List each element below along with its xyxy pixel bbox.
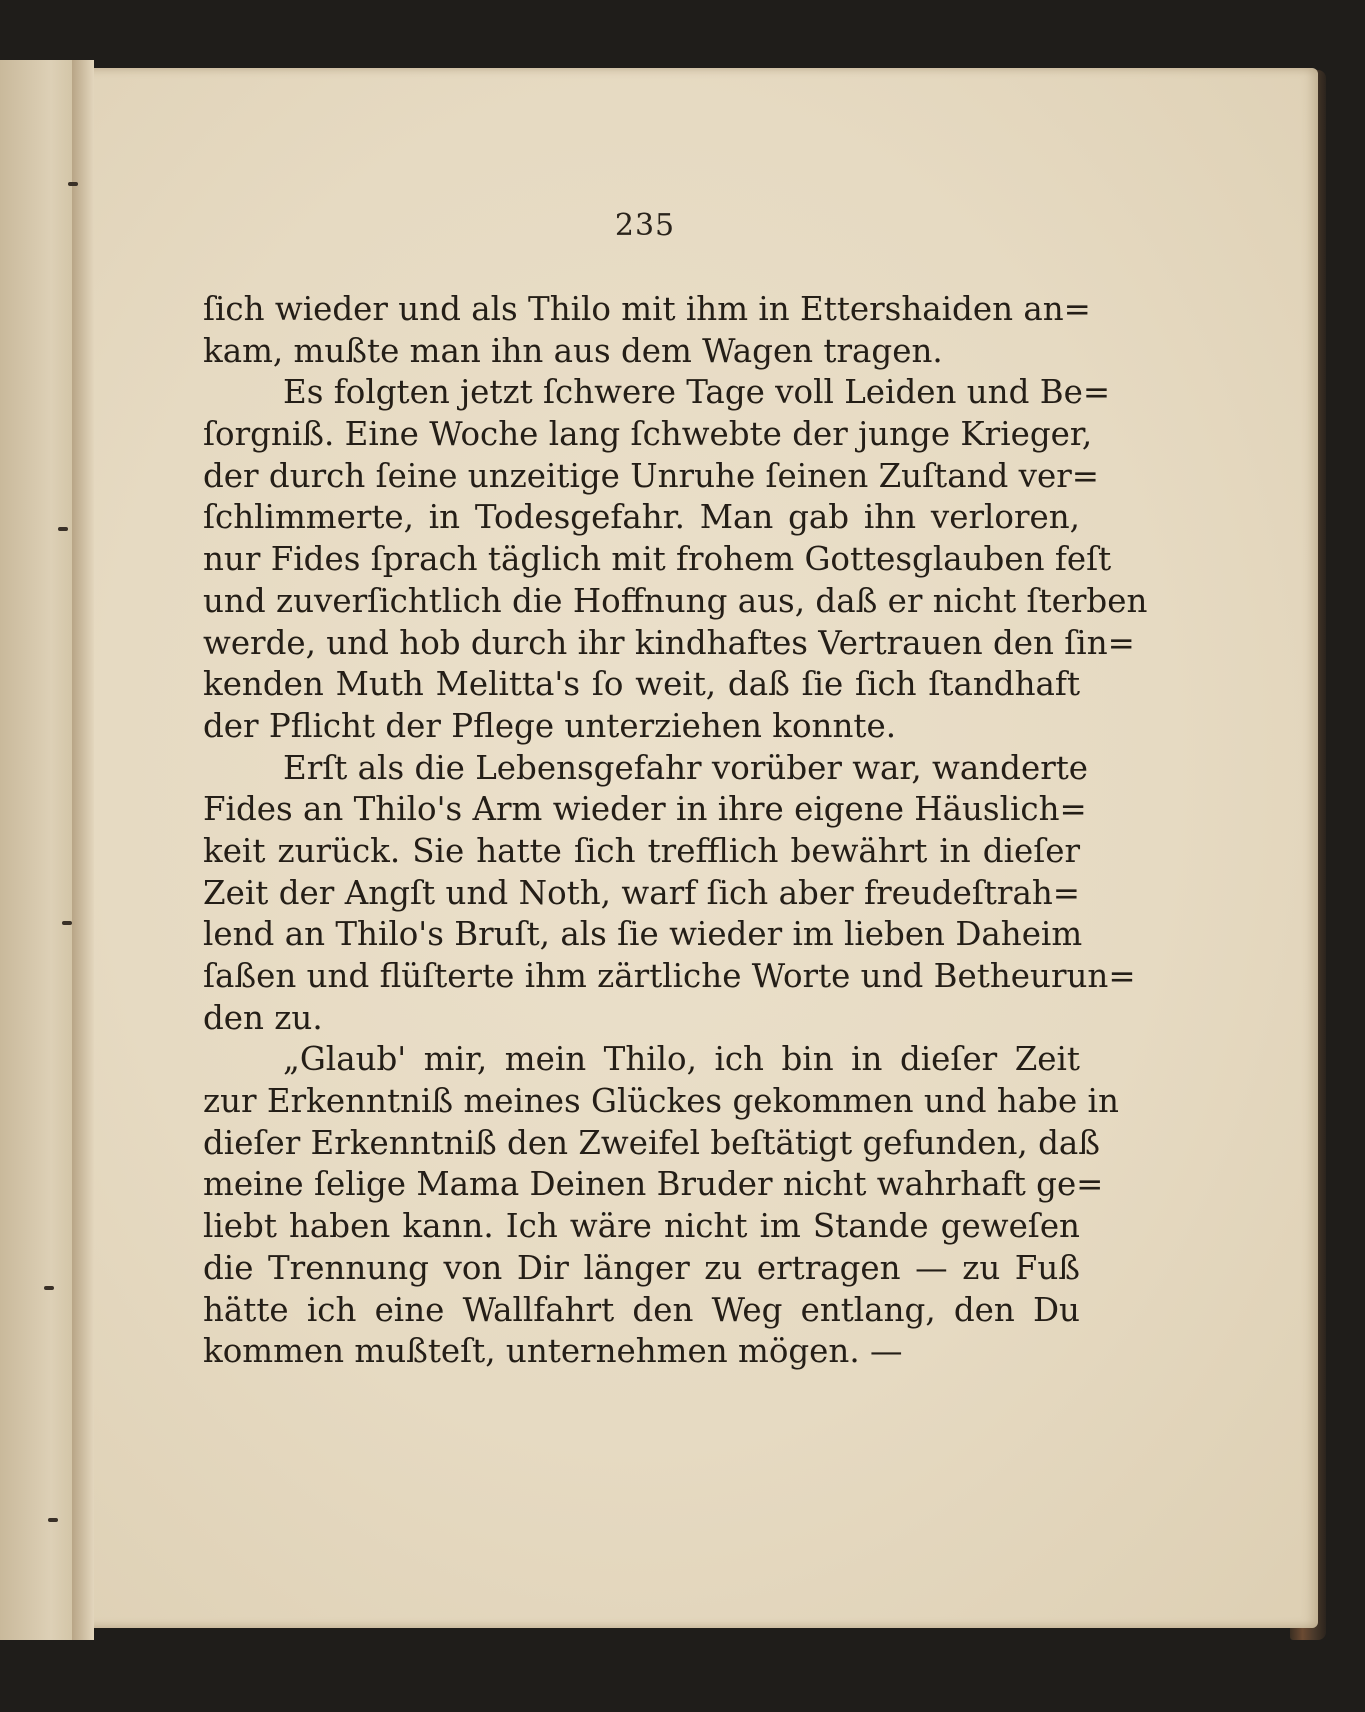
binding-mark [48,1518,58,1522]
binding-mark [68,182,78,186]
text-line: ſchlimmerte, in Todesgefahr. Man gab ihn verloren, [203,498,1080,537]
text-line: der Pflicht der Pflege unterziehen konnte. [203,706,897,745]
text-line: meine ſelige Mama Deinen Bruder nicht wahrhaft ge= [203,1165,1104,1204]
text-line: den zu. [203,998,323,1037]
text-line: keit zurück. Sie hatte ſich trefflich bewährt in dieſer [203,831,1080,870]
binding-mark [58,527,68,531]
text-line: kam, mußte man ihn aus dem Wagen tragen. [203,331,943,370]
text-line: „Glaub' mir, mein Thilo, ich bin in dieſer Zeit [283,1040,1080,1079]
binding-mark [62,921,72,925]
text-line: ſaßen und flüſterte ihm zärtliche Worte und Betheurun= [203,957,1136,995]
text-line: kommen mußteſt, unternehmen mögen. — [203,1332,903,1371]
text-line: ſorgniß. Eine Woche lang ſchwebte der junge Krieger, [203,415,1093,454]
text-line: liebt haben kann. Ich wäre nicht im Stande geweſen [203,1207,1080,1246]
text-line: zur Erkenntniß meines Glückes gekommen und habe in [203,1082,1119,1121]
text-line: hätte ich eine Wallfahrt den Weg entlang, den Du [203,1290,1080,1329]
text-line: und zuverſichtlich die Hoffnung aus, daß er nicht ſterben [203,581,1148,620]
page-number: 235 [614,208,676,243]
text-line: Zeit der Angſt und Noth, warf ſich aber freudeſtrah= [203,873,1080,912]
text-line: nur Fides ſprach täglich mit frohem Gottesglauben feſt [203,540,1112,579]
text-line: die Trennung von Dir länger zu ertragen — zu Fuß [203,1248,1080,1287]
book-gutter [72,60,94,1640]
binding-mark [44,1286,54,1290]
text-line: ſich wieder und als Thilo mit ihm in Ettershaiden an= [203,290,1091,328]
body-text [203,289,1148,1373]
text-line: lend an Thilo's Bruſt, als ſie wieder im lieben Daheim [203,915,1083,954]
text-line: Fides an Thilo's Arm wieder in ihre eigene Häuslich= [203,790,1087,829]
text-line: Es folgten jetzt ſchwere Tage voll Leiden und Be= [283,373,1111,412]
text-line: der durch ſeine unzeitige Unruhe ſeinen Zuſtand ver= [203,456,1100,495]
text-line: dieſer Erkenntniß den Zweifel beſtätigt gefunden, daß [203,1123,1100,1162]
text-line: kenden Muth Melitta's ſo weit, daß ſie ſich ſtandhaft [203,665,1080,704]
text-line: Erſt als die Lebensgefahr vorüber war, wanderte [283,748,1089,787]
text-line: werde, und hob durch ihr kindhaftes Vertrauen den ſin= [203,623,1135,662]
